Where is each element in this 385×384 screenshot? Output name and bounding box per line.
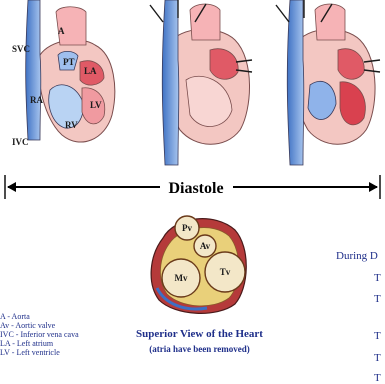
heart-diagrams	[0, 0, 385, 170]
legend	[0, 312, 79, 357]
diastole-timeline	[0, 170, 385, 204]
label-pt: PT	[63, 57, 75, 67]
side-line: T	[374, 272, 381, 284]
heart-3-body	[292, 29, 375, 144]
heart-1	[12, 0, 115, 147]
label-ivc: IVC	[12, 137, 29, 147]
heart-3-arrow-1	[276, 5, 289, 22]
superior-view-title: Superior View of the Heart	[136, 328, 263, 340]
heart-2-aorta	[190, 4, 220, 40]
side-line: T	[374, 372, 381, 384]
legend-item: A - Aorta	[0, 312, 30, 321]
timeline-arrow-left	[7, 182, 16, 192]
heart-1-vena-cava	[26, 0, 41, 140]
label-rv: RV	[65, 120, 78, 130]
label-lv: LV	[90, 100, 102, 110]
superior-view-illustration	[145, 208, 253, 318]
timeline-arrow-right	[369, 182, 378, 192]
heart-2	[150, 0, 252, 165]
side-line: T	[374, 293, 381, 305]
legend-item: IVC - Inferior vena cava	[0, 330, 79, 339]
side-line: T	[374, 352, 381, 364]
heart-2-arrow-1	[150, 5, 163, 22]
heart-3-vena-cava	[287, 0, 304, 165]
superior-view-subtitle: (atria have been removed)	[149, 344, 250, 354]
timeline-label: Diastole	[168, 180, 224, 197]
side-line: T	[374, 330, 381, 342]
heart-2-vena-cava	[162, 0, 179, 165]
legend-item: Av - Aortic valve	[0, 321, 56, 330]
label-av: Av	[199, 241, 211, 251]
heart-3	[276, 0, 380, 165]
heart-3-aorta	[315, 4, 345, 40]
legend-item: LV - Left ventricle	[0, 348, 60, 357]
label-la: LA	[84, 66, 97, 76]
label-mv: Mv	[174, 273, 188, 283]
side-heading: During D	[336, 250, 378, 262]
label-tv: Tv	[219, 267, 231, 277]
label-a: A	[58, 26, 65, 36]
label-ra: RA	[30, 95, 43, 105]
label-svc: SVC	[12, 44, 31, 54]
legend-item: LA - Left atrium	[0, 339, 54, 348]
label-pv: Pv	[182, 223, 192, 233]
